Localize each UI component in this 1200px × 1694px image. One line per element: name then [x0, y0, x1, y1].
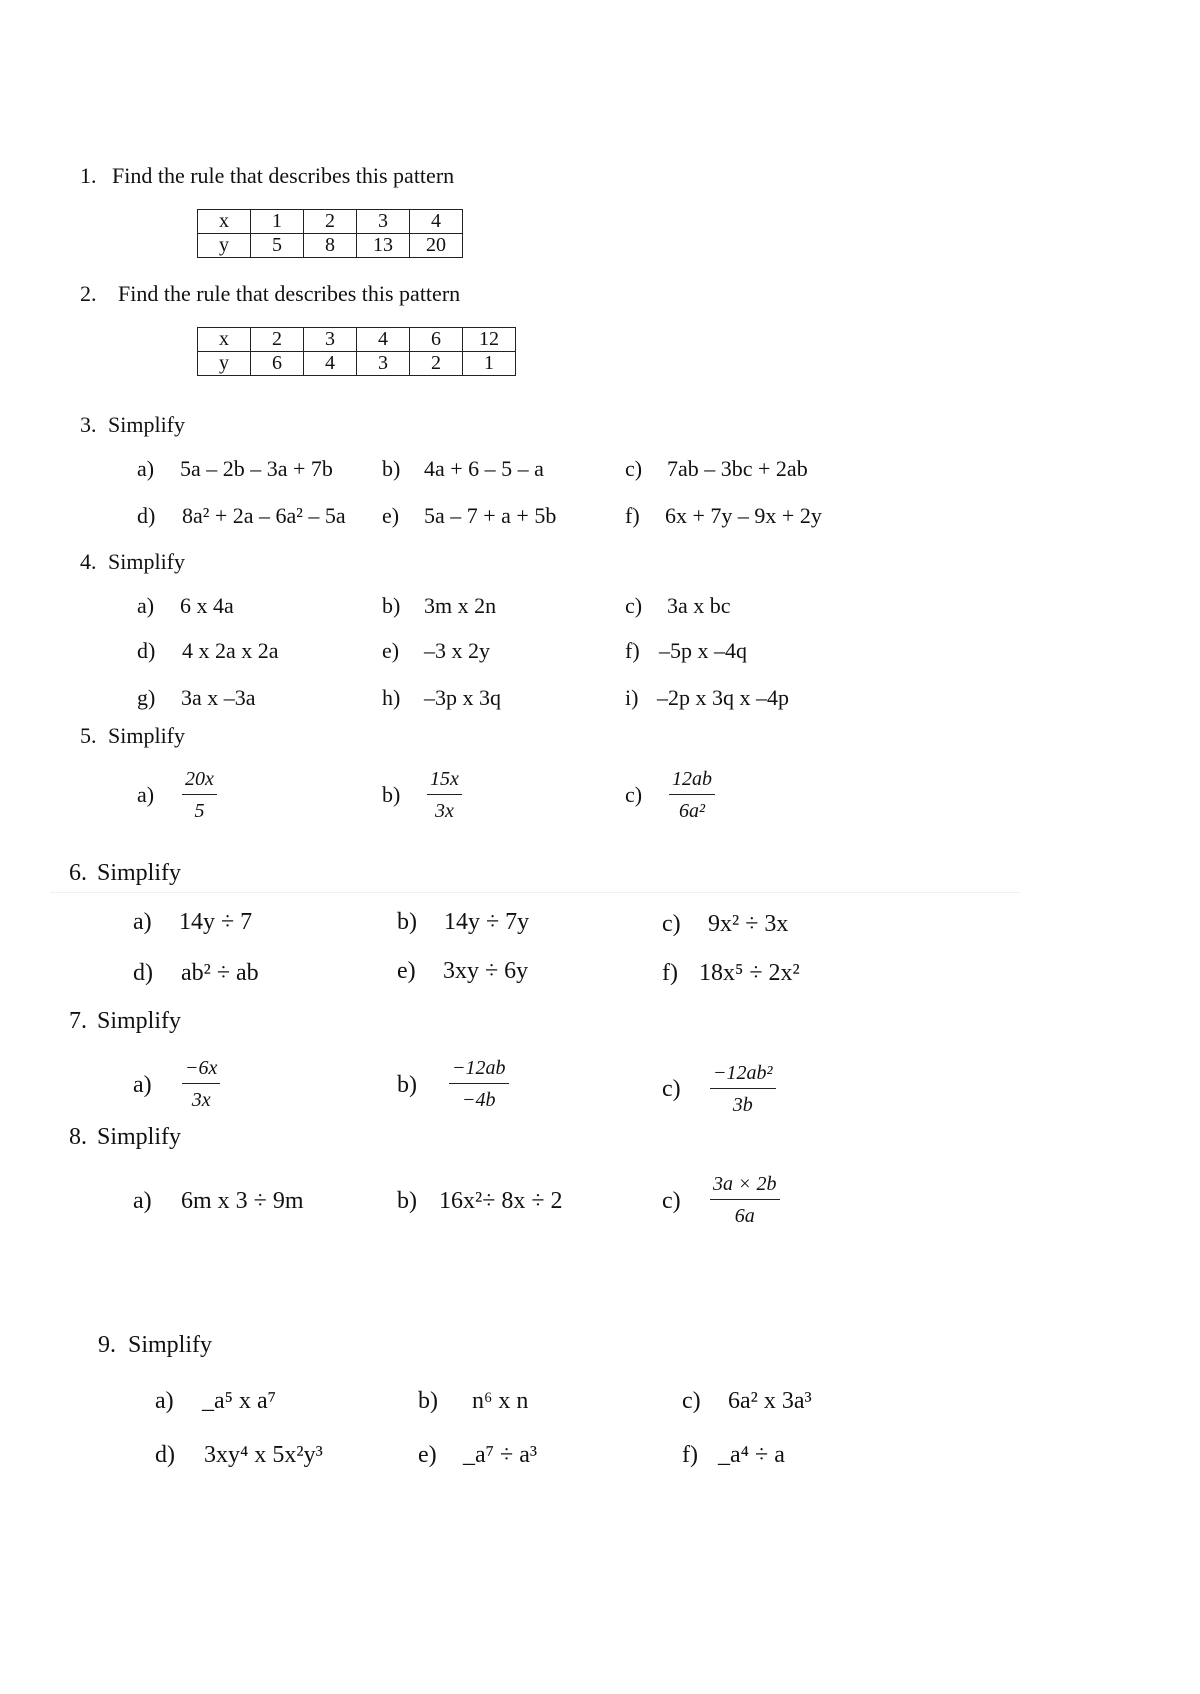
q7-item-label: c) — [662, 1076, 681, 1102]
q9-item-expression: 6a² x 3a³ — [728, 1388, 812, 1414]
fraction-numerator: 15x — [427, 769, 462, 795]
q4-item-expression: –3p x 3q — [424, 685, 501, 710]
table-cell: 5 — [251, 234, 304, 258]
q5-number: 5. — [80, 723, 97, 748]
q8-item-label: a) — [133, 1188, 152, 1214]
q2-heading — [80, 281, 460, 307]
q5-fraction-c — [669, 769, 715, 821]
fraction-numerator: 12ab — [669, 769, 715, 795]
table-cell: 3 — [304, 328, 357, 352]
q5-item-label: a) — [137, 782, 155, 807]
table-cell: 4 — [304, 352, 357, 376]
q4-heading — [80, 549, 185, 575]
q3-item-label: e) — [382, 503, 400, 528]
q7-item-label: b) — [397, 1072, 417, 1098]
table-cell: 4 — [357, 328, 410, 352]
q6-item-expression: 18x⁵ ÷ 2x² — [699, 960, 800, 986]
fraction-denominator: 6a² — [679, 800, 705, 822]
q9-item-expression: _a⁴ ÷ a — [718, 1442, 785, 1468]
fraction-numerator: −6x — [182, 1058, 220, 1084]
q9-item-label: e) — [418, 1442, 437, 1468]
q3-item-expression: 5a – 7 + a + 5b — [424, 503, 557, 528]
table-cell: 8 — [304, 234, 357, 258]
fraction-numerator: −12ab — [449, 1058, 509, 1084]
fraction-numerator: 20x — [182, 769, 217, 795]
table-cell: y — [198, 234, 251, 258]
q7-fraction-c — [710, 1063, 776, 1115]
q4-title: Simplify — [108, 549, 186, 574]
table-cell: 2 — [304, 210, 357, 234]
q6-item-label: a) — [133, 909, 152, 935]
q3-item-expression: 7ab – 3bc + 2ab — [667, 456, 808, 481]
q6-item-expression: 14y ÷ 7y — [444, 909, 530, 935]
q6-heading — [69, 860, 181, 887]
q6-item-label: c) — [662, 911, 681, 937]
q3-item-expression: 6x + 7y – 9x + 2y — [665, 503, 822, 528]
q2-number: 2. — [80, 281, 97, 306]
table-cell: 3 — [357, 352, 410, 376]
q4-item-label: d) — [137, 638, 156, 663]
q3-item-label: d) — [137, 503, 156, 528]
table-cell: x — [198, 328, 251, 352]
q9-item-expression: n⁶ x n — [472, 1388, 529, 1414]
q5-title: Simplify — [108, 723, 186, 748]
q9-number: 9. — [98, 1332, 116, 1358]
table-cell: 12 — [463, 328, 516, 352]
q9-item-label: a) — [155, 1388, 174, 1414]
table-cell: 1 — [251, 210, 304, 234]
q6-item-expression: 14y ÷ 7 — [179, 909, 253, 935]
section-divider — [50, 892, 1020, 893]
q4-item-label: b) — [382, 593, 401, 618]
q5-fraction-b — [427, 769, 462, 821]
q9-item-label: d) — [155, 1442, 175, 1468]
q9-title: Simplify — [128, 1332, 213, 1358]
q8-heading — [69, 1124, 181, 1151]
table-cell: 1 — [463, 352, 516, 376]
table-cell: 3 — [357, 210, 410, 234]
q5-item-label: c) — [625, 782, 643, 807]
q3-item-expression: 5a – 2b – 3a + 7b — [180, 456, 333, 481]
q8-item-expression: 6m x 3 ÷ 9m — [181, 1188, 304, 1214]
table-cell: 13 — [357, 234, 410, 258]
q1-pattern-table — [197, 209, 463, 258]
q3-item-expression: 4a + 6 – 5 – a — [424, 456, 544, 481]
q6-title: Simplify — [97, 860, 182, 886]
q9-item-label: f) — [682, 1442, 698, 1468]
q8-title: Simplify — [97, 1124, 182, 1150]
q8-number: 8. — [69, 1124, 87, 1150]
q9-item-label: c) — [682, 1388, 701, 1414]
table-cell: x — [198, 210, 251, 234]
table-row — [198, 234, 463, 258]
q6-item-label: d) — [133, 960, 153, 986]
q6-number: 6. — [69, 860, 87, 886]
table-cell: 4 — [410, 210, 463, 234]
q6-item-label: e) — [397, 958, 416, 984]
table-row — [198, 328, 516, 352]
q4-item-label: h) — [382, 685, 401, 710]
q4-item-expression: 4 x 2a x 2a — [182, 638, 279, 663]
q9-item-label: b) — [418, 1388, 438, 1414]
q3-item-expression: 8a² + 2a – 6a² – 5a — [182, 503, 346, 528]
q4-item-label: c) — [625, 593, 643, 618]
q5-heading — [80, 723, 185, 749]
q6-item-expression: 9x² ÷ 3x — [708, 911, 789, 937]
q4-item-expression: –3 x 2y — [424, 638, 490, 663]
q3-heading — [80, 412, 185, 438]
fraction-denominator: 3x — [191, 1089, 211, 1111]
fraction-denominator: 5 — [194, 800, 205, 822]
q7-title: Simplify — [97, 1008, 182, 1034]
q6-item-label: f) — [662, 960, 678, 986]
table-cell: 2 — [251, 328, 304, 352]
q4-item-expression: 3a x –3a — [181, 685, 256, 710]
table-cell: 6 — [410, 328, 463, 352]
q6-item-expression: ab² ÷ ab — [181, 960, 259, 986]
q8-item-label: c) — [662, 1188, 681, 1214]
fraction-numerator: −12ab² — [710, 1063, 776, 1089]
q3-item-label: c) — [625, 456, 643, 481]
q1-title: Find the rule that describes this pattern — [112, 163, 455, 188]
q8-item-expression: 16x²÷ 8x ÷ 2 — [439, 1188, 563, 1214]
fraction-denominator: −4b — [462, 1089, 496, 1111]
q7-fraction-b — [449, 1058, 509, 1110]
q4-item-label: f) — [625, 638, 640, 663]
q9-item-expression: _a⁵ x a⁷ — [202, 1388, 277, 1414]
q8-fraction-c — [710, 1174, 780, 1226]
q3-title: Simplify — [108, 412, 186, 437]
fraction-numerator: 3a × 2b — [710, 1174, 780, 1200]
q2-title: Find the rule that describes this pattern — [118, 281, 461, 306]
table-cell: y — [198, 352, 251, 376]
table-row — [198, 210, 463, 234]
q5-item-label: b) — [382, 782, 401, 807]
fraction-denominator: 3x — [435, 800, 454, 822]
q5-fraction-a — [182, 769, 217, 821]
q6-item-label: b) — [397, 909, 417, 935]
q6-item-expression: 3xy ÷ 6y — [443, 958, 529, 984]
q9-heading — [98, 1332, 212, 1359]
q7-item-label: a) — [133, 1072, 152, 1098]
q7-heading — [69, 1008, 181, 1035]
q7-number: 7. — [69, 1008, 87, 1034]
table-cell: 6 — [251, 352, 304, 376]
q4-item-expression: 6 x 4a — [180, 593, 234, 618]
q2-pattern-table — [197, 327, 516, 376]
q1-number: 1. — [80, 163, 97, 188]
q4-item-expression: 3m x 2n — [424, 593, 497, 618]
q4-item-label: e) — [382, 638, 400, 663]
q3-item-label: a) — [137, 456, 155, 481]
q4-item-label: g) — [137, 685, 156, 710]
q9-item-expression: 3xy⁴ x 5x²y³ — [204, 1442, 323, 1468]
q4-item-label: i) — [625, 685, 639, 710]
q4-item-expression: –2p x 3q x –4p — [657, 685, 789, 710]
q4-item-label: a) — [137, 593, 155, 618]
q8-item-label: b) — [397, 1188, 417, 1214]
table-row — [198, 352, 516, 376]
q4-number: 4. — [80, 549, 97, 574]
fraction-denominator: 6a — [734, 1205, 755, 1227]
q3-item-label: b) — [382, 456, 401, 481]
fraction-denominator: 3b — [732, 1094, 753, 1116]
q9-item-expression: _a⁷ ÷ a³ — [463, 1442, 538, 1468]
q4-item-expression: 3a x bc — [667, 593, 731, 618]
q1-heading — [80, 163, 454, 189]
q3-number: 3. — [80, 412, 97, 437]
q7-fraction-a — [182, 1058, 220, 1110]
q4-item-expression: –5p x –4q — [659, 638, 747, 663]
table-cell: 20 — [410, 234, 463, 258]
q3-item-label: f) — [625, 503, 640, 528]
table-cell: 2 — [410, 352, 463, 376]
